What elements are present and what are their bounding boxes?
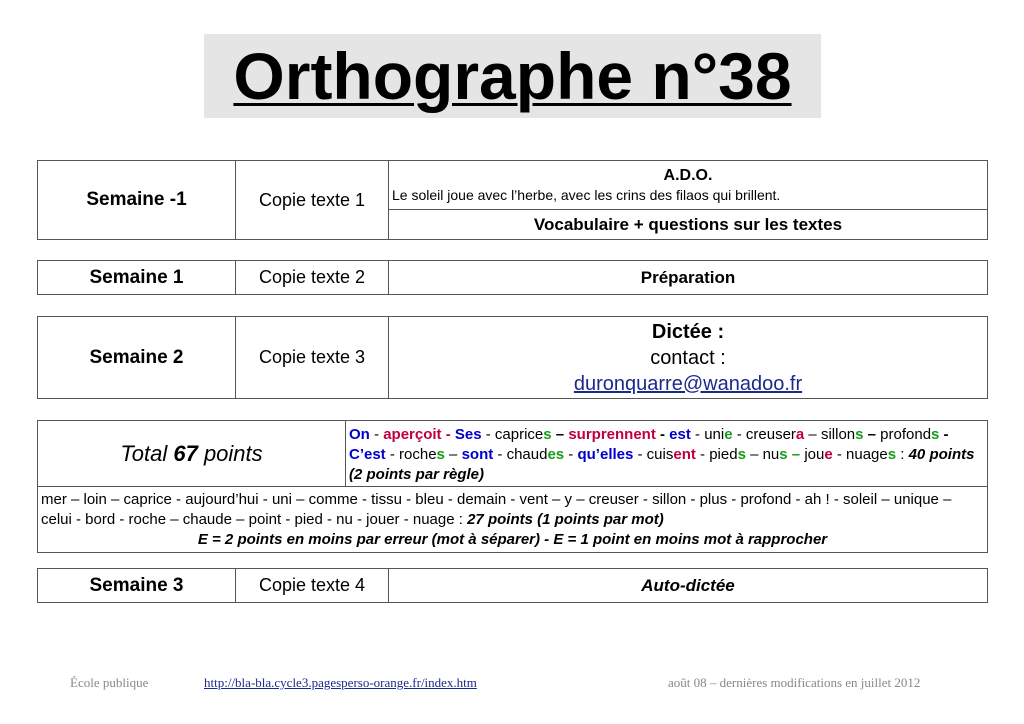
title-banner xyxy=(204,34,821,118)
grammar-word: C’est xyxy=(349,445,386,463)
task-label: Auto-dictée xyxy=(389,569,988,603)
ado-text: Le soleil joue avec l’herbe, avec les crins des filaos qui brillent. xyxy=(392,187,781,203)
total-number: 67 xyxy=(173,440,198,466)
grammar-word: - xyxy=(441,425,455,443)
grammar-word: Ses xyxy=(454,425,482,443)
grammar-word: : xyxy=(896,445,909,463)
week-label: Semaine 1 xyxy=(38,261,236,295)
grammar-word: - uni xyxy=(690,425,725,443)
grammar-word: - roche xyxy=(385,445,437,463)
vocab-points: 27 points (1 points par mot) xyxy=(467,510,664,528)
ado-title: A.D.O. xyxy=(663,167,713,184)
grammar-word: - cuis xyxy=(633,445,674,463)
grammar-word: – nu xyxy=(745,445,780,463)
scoring-rule: E = 2 points en moins par erreur (mot à séparer) - E = 1 point en moins mot à rapprocher xyxy=(197,530,828,548)
grammar-word: s xyxy=(436,445,445,463)
grammar-word: – xyxy=(444,445,462,463)
grammar-word: - chaud xyxy=(493,445,548,463)
footer-url-link[interactable]: http://bla-bla.cycle3.pagesperso-orange.fr/index.htm xyxy=(204,675,477,690)
total-prefix: Total xyxy=(120,440,174,466)
grammar-points: 40 points (2 points par règle) xyxy=(349,445,975,483)
vocab-task: Vocabulaire + questions sur les textes xyxy=(389,210,988,240)
grammar-word-list xyxy=(349,426,949,463)
grammar-word: e xyxy=(724,425,733,443)
grammar-words xyxy=(346,421,988,487)
grammar-word: e xyxy=(824,445,833,463)
grammar-word: – xyxy=(551,425,569,443)
table-total xyxy=(37,420,988,553)
grammar-word: - xyxy=(939,425,949,443)
total-suffix: points xyxy=(197,440,263,466)
grammar-word: - creuser xyxy=(732,425,796,443)
week-label: Semaine -1 xyxy=(38,161,236,240)
copy-label: Copie texte 4 xyxy=(236,569,389,603)
table-week-minus1 xyxy=(37,160,988,240)
ado-cell xyxy=(389,161,988,210)
grammar-word: profond xyxy=(880,425,932,443)
footer-school: École publique xyxy=(70,675,149,690)
email-link[interactable]: duronquarre@wanadoo.fr xyxy=(573,372,803,395)
grammar-word: – xyxy=(787,445,805,463)
grammar-word: - pied xyxy=(695,445,738,463)
grammar-word: surprennent xyxy=(568,425,656,443)
table-week2 xyxy=(37,316,988,399)
grammar-word: s xyxy=(779,445,788,463)
week-label: Semaine 2 xyxy=(38,317,236,399)
grammar-word: ent xyxy=(673,445,696,463)
dictee-cell xyxy=(389,317,988,399)
grammar-word: aperçoit xyxy=(383,425,442,443)
total-label xyxy=(38,421,346,487)
page-title: Orthographe n°38 xyxy=(233,39,792,113)
grammar-word: sont xyxy=(461,445,494,463)
copy-label: Copie texte 3 xyxy=(236,317,389,399)
grammar-word: s xyxy=(855,425,864,443)
grammar-word: s xyxy=(543,425,552,443)
vocab-word-list: mer – loin – caprice - aujourd’hui - uni – comme - tissu - bleu - demain - vent – y – creuser - sillon - plus - profond - ah ! - soleil – unique – celui - bord - roche – chaude – point - pied - nu - jouer - nuage : xyxy=(41,490,952,528)
vocab-words-cell xyxy=(38,487,988,553)
grammar-word: – xyxy=(863,425,881,443)
grammar-word: – sillon xyxy=(804,425,856,443)
grammar-word: qu’elles xyxy=(577,445,634,463)
grammar-word: - xyxy=(369,425,384,443)
footer-modified: août 08 – dernières modifications en juillet 2012 xyxy=(668,675,921,690)
copy-label: Copie texte 1 xyxy=(236,161,389,240)
grammar-word: es xyxy=(547,445,565,463)
grammar-word: jou xyxy=(804,445,825,463)
grammar-word: On xyxy=(349,425,370,443)
contact-label: contact : xyxy=(650,346,726,369)
grammar-word: s xyxy=(887,445,897,463)
grammar-word: s xyxy=(931,425,940,443)
grammar-word: - nuage xyxy=(832,445,888,463)
dictee-title: Dictée : xyxy=(651,320,725,343)
task-label: Préparation xyxy=(389,261,988,295)
copy-label: Copie texte 2 xyxy=(236,261,389,295)
grammar-word: - xyxy=(655,425,670,443)
grammar-word: - xyxy=(564,445,578,463)
grammar-word: s xyxy=(737,445,746,463)
table-week3 xyxy=(37,568,988,603)
table-week1 xyxy=(37,260,988,295)
grammar-word: a xyxy=(795,425,805,443)
week-label: Semaine 3 xyxy=(38,569,236,603)
grammar-word: est xyxy=(669,425,691,443)
grammar-word: - caprice xyxy=(481,425,544,443)
